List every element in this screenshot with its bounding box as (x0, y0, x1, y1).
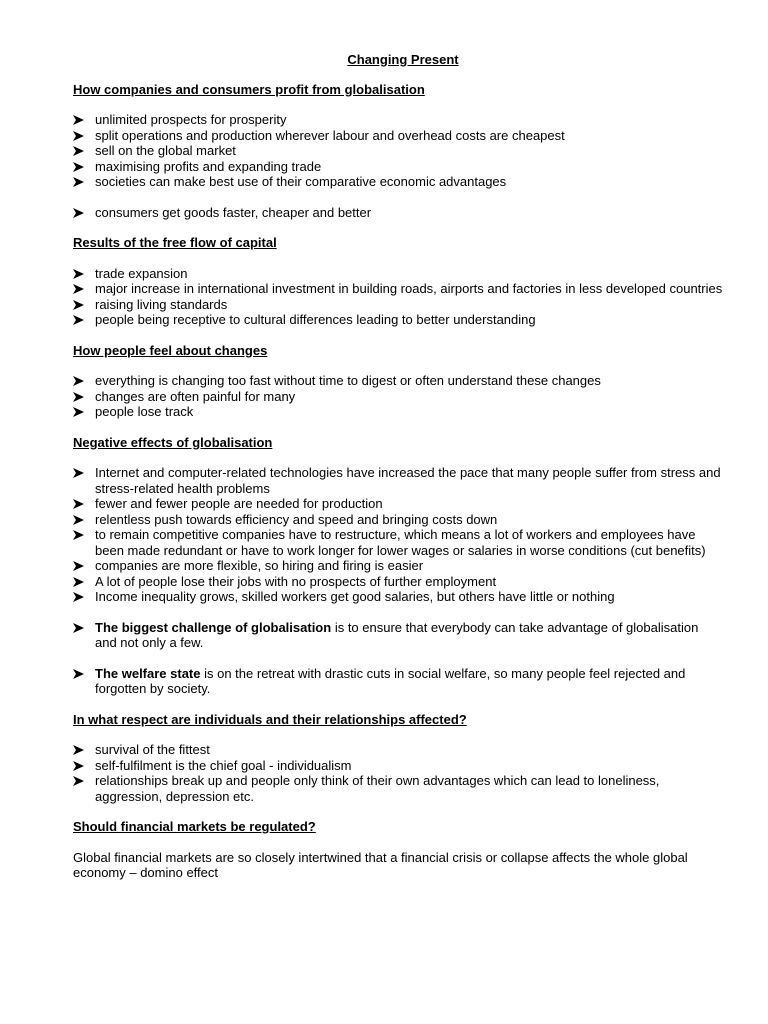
arrow-bullet-icon (73, 758, 87, 771)
document-body (73, 52, 723, 881)
list-item: The welfare state is on the retreat with drastic cuts in social welfare, so many people feel rejected and forgotten by society. (73, 666, 723, 697)
list-item: to remain competitive companies have to restructure, which means a lot of workers and employees have been made redundant or have to work longer for lower wages or salaries in worse conditions (cut benefits) (73, 527, 723, 558)
document-title: Changing Present (347, 52, 459, 67)
arrow-bullet-icon (73, 666, 87, 679)
arrow-bullet-icon (73, 281, 87, 294)
welfare-list (73, 666, 723, 697)
arrow-bullet-icon (73, 312, 87, 325)
list-item: sell on the global market (73, 143, 723, 159)
list-item: changes are often painful for many (73, 389, 723, 405)
section-heading-capital: Results of the free flow of capital (73, 235, 277, 250)
list-item: The biggest challenge of globalisation is to ensure that everybody can take advantage of globalisation and not only a few. (73, 620, 723, 651)
list-item: people being receptive to cultural differences leading to better understanding (73, 312, 723, 328)
profit-consumer-list (73, 205, 723, 221)
list-item: societies can make best use of their comparative economic advantages (73, 174, 723, 190)
arrow-bullet-icon (73, 465, 87, 478)
list-item: everything is changing too fast without time to digest or often understand these changes (73, 373, 723, 389)
list-item: Income inequality grows, skilled workers get good salaries, but others have little or nothing (73, 589, 723, 605)
arrow-bullet-icon (73, 512, 87, 525)
arrow-bullet-icon (73, 205, 87, 218)
list-item: survival of the fittest (73, 742, 723, 758)
arrow-bullet-icon (73, 404, 87, 417)
arrow-bullet-icon (73, 558, 87, 571)
welfare-bold-text: The welfare state (95, 665, 201, 681)
financial-paragraph: Global financial markets are so closely intertwined that a financial crisis or collapse affects the whole global economy – domino effect (73, 849, 688, 880)
list-item: Internet and computer-related technologies have increased the pace that many people suffer from stress and stress-related health problems (73, 465, 723, 496)
arrow-bullet-icon (73, 389, 87, 402)
arrow-bullet-icon (73, 496, 87, 509)
capital-list (73, 266, 723, 328)
challenge-list (73, 620, 723, 651)
arrow-bullet-icon (73, 527, 87, 540)
list-item: major increase in international investment in building roads, airports and factories in less developed countries (73, 281, 723, 297)
list-item: A lot of people lose their jobs with no prospects of further employment (73, 574, 723, 590)
arrow-bullet-icon (73, 174, 87, 187)
arrow-bullet-icon (73, 112, 87, 125)
negative-list (73, 465, 723, 605)
arrow-bullet-icon (73, 773, 87, 786)
arrow-bullet-icon (73, 128, 87, 141)
list-item: trade expansion (73, 266, 723, 282)
list-item: unlimited prospects for prosperity (73, 112, 723, 128)
section-heading-feelings: How people feel about changes (73, 342, 268, 358)
list-item: people lose track (73, 404, 723, 420)
section-heading-negative: Negative effects of globalisation (73, 434, 273, 450)
list-item: relationships break up and people only think of their own advantages which can lead to loneliness, aggression, depression etc. (73, 773, 723, 804)
list-item: fewer and fewer people are needed for production (73, 496, 723, 512)
section-heading-individuals: In what respect are individuals and their relationships affected? (73, 711, 467, 727)
arrow-bullet-icon (73, 143, 87, 156)
arrow-bullet-icon (73, 589, 87, 602)
arrow-bullet-icon (73, 742, 87, 755)
feelings-list (73, 373, 723, 420)
list-item: self-fulfilment is the chief goal - individualism (73, 758, 723, 774)
arrow-bullet-icon (73, 373, 87, 386)
list-item: split operations and production wherever labour and overhead costs are cheapest (73, 128, 723, 144)
arrow-bullet-icon (73, 620, 87, 633)
section-heading-financial: Should financial markets be regulated? (73, 819, 316, 834)
arrow-bullet-icon (73, 574, 87, 587)
profit-list (73, 112, 723, 190)
arrow-bullet-icon (73, 297, 87, 310)
list-item: maximising profits and expanding trade (73, 159, 723, 175)
list-item: consumers get goods faster, cheaper and better (73, 205, 723, 221)
challenge-bold-text: The biggest challenge of globalisation (95, 619, 332, 635)
individuals-list (73, 742, 723, 804)
arrow-bullet-icon (73, 159, 87, 172)
section-heading-profit: How companies and consumers profit from globalisation (73, 81, 425, 97)
list-item: raising living standards (73, 297, 723, 313)
arrow-bullet-icon (73, 266, 87, 279)
list-item: companies are more flexible, so hiring and firing is easier (73, 558, 723, 574)
list-item: relentless push towards efficiency and speed and bringing costs down (73, 512, 723, 528)
